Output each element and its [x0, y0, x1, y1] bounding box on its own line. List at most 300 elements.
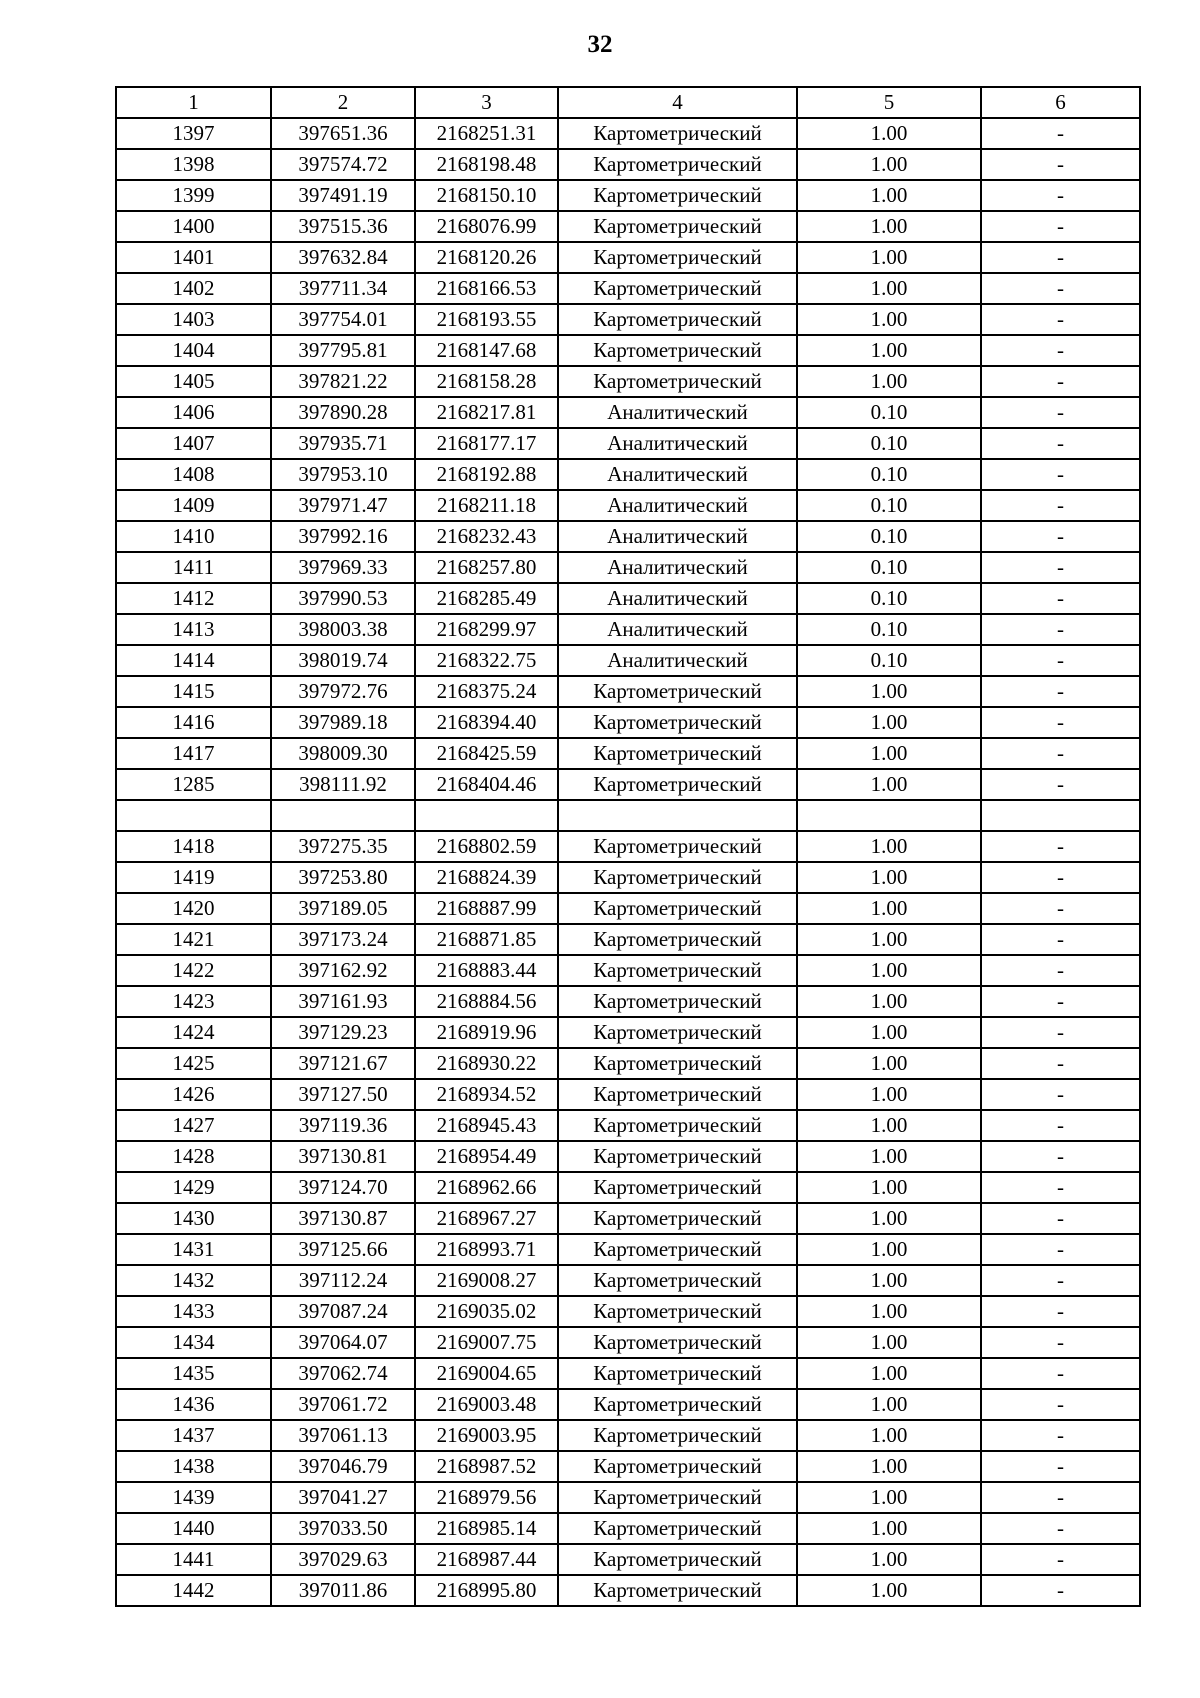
accuracy-cell: 1.00: [797, 831, 981, 862]
column-header: 3: [415, 87, 558, 118]
accuracy-cell: 1.00: [797, 1017, 981, 1048]
note-cell: -: [981, 769, 1140, 800]
table-row: [116, 1110, 1140, 1141]
point-number-cell: 1402: [116, 273, 271, 304]
y-coordinate-cell: 2168884.56: [415, 986, 558, 1017]
y-coordinate-cell: 2169003.48: [415, 1389, 558, 1420]
note-cell: -: [981, 1203, 1140, 1234]
accuracy-cell: 1.00: [797, 1358, 981, 1389]
point-number-cell: 1416: [116, 707, 271, 738]
point-number-cell: 1418: [116, 831, 271, 862]
x-coordinate-cell: 397795.81: [271, 335, 415, 366]
point-number-cell: 1424: [116, 1017, 271, 1048]
table-row: [116, 428, 1140, 459]
accuracy-cell: 1.00: [797, 1389, 981, 1420]
column-header: 4: [558, 87, 797, 118]
x-coordinate-cell: 397127.50: [271, 1079, 415, 1110]
accuracy-cell: 1.00: [797, 304, 981, 335]
accuracy-cell: 1.00: [797, 1420, 981, 1451]
note-cell: -: [981, 707, 1140, 738]
method-cell: Аналитический: [558, 428, 797, 459]
note-cell: -: [981, 1389, 1140, 1420]
table-row: [116, 242, 1140, 273]
table-row: [116, 1265, 1140, 1296]
x-coordinate-cell: 397989.18: [271, 707, 415, 738]
note-cell: -: [981, 1265, 1140, 1296]
point-number-cell: 1400: [116, 211, 271, 242]
accuracy-cell: 1.00: [797, 1110, 981, 1141]
x-coordinate-cell: 398111.92: [271, 769, 415, 800]
note-cell: -: [981, 459, 1140, 490]
note-cell: -: [981, 552, 1140, 583]
x-coordinate-cell: 397046.79: [271, 1451, 415, 1482]
x-coordinate-cell: 397651.36: [271, 118, 415, 149]
table-row: [116, 924, 1140, 955]
point-number-cell: 1441: [116, 1544, 271, 1575]
method-cell: Аналитический: [558, 490, 797, 521]
method-cell: Аналитический: [558, 614, 797, 645]
method-cell: Картометрический: [558, 707, 797, 738]
method-cell: Картометрический: [558, 304, 797, 335]
table-row: [116, 893, 1140, 924]
y-coordinate-cell: 2168211.18: [415, 490, 558, 521]
table-row: [116, 769, 1140, 800]
x-coordinate-cell: 397253.80: [271, 862, 415, 893]
method-cell: Картометрический: [558, 986, 797, 1017]
x-coordinate-cell: 397033.50: [271, 1513, 415, 1544]
note-cell: -: [981, 521, 1140, 552]
point-number-cell: 1415: [116, 676, 271, 707]
column-header: 5: [797, 87, 981, 118]
table-row: [116, 1172, 1140, 1203]
x-coordinate-cell: 397129.23: [271, 1017, 415, 1048]
x-coordinate-cell: 397041.27: [271, 1482, 415, 1513]
note-cell: -: [981, 583, 1140, 614]
coordinates-table: [115, 86, 1141, 1607]
x-coordinate-cell: 397161.93: [271, 986, 415, 1017]
y-coordinate-cell: 2168987.44: [415, 1544, 558, 1575]
note-cell: -: [981, 149, 1140, 180]
method-cell: Аналитический: [558, 583, 797, 614]
table-row: [116, 1017, 1140, 1048]
note-cell: -: [981, 304, 1140, 335]
x-coordinate-cell: 397515.36: [271, 211, 415, 242]
point-number-cell: 1435: [116, 1358, 271, 1389]
method-cell: Картометрический: [558, 1296, 797, 1327]
accuracy-cell: 1.00: [797, 242, 981, 273]
accuracy-cell: 1.00: [797, 924, 981, 955]
table-row: [116, 304, 1140, 335]
accuracy-cell: 1.00: [797, 149, 981, 180]
accuracy-cell: 1.00: [797, 1265, 981, 1296]
accuracy-cell: 1.00: [797, 1296, 981, 1327]
point-number-cell: 1407: [116, 428, 271, 459]
point-number-cell: 1436: [116, 1389, 271, 1420]
method-cell: Картометрический: [558, 676, 797, 707]
y-coordinate-cell: [415, 800, 558, 831]
note-cell: -: [981, 738, 1140, 769]
table-row: [116, 862, 1140, 893]
accuracy-cell: 1.00: [797, 211, 981, 242]
y-coordinate-cell: 2168158.28: [415, 366, 558, 397]
table-row: [116, 552, 1140, 583]
y-coordinate-cell: 2168871.85: [415, 924, 558, 955]
method-cell: Картометрический: [558, 180, 797, 211]
accuracy-cell: 1.00: [797, 366, 981, 397]
accuracy-cell: 0.10: [797, 428, 981, 459]
y-coordinate-cell: 2168177.17: [415, 428, 558, 459]
method-cell: Картометрический: [558, 1110, 797, 1141]
method-cell: Картометрический: [558, 1079, 797, 1110]
y-coordinate-cell: 2168375.24: [415, 676, 558, 707]
table-row: [116, 366, 1140, 397]
method-cell: Картометрический: [558, 1203, 797, 1234]
accuracy-cell: 0.10: [797, 614, 981, 645]
point-number-cell: 1399: [116, 180, 271, 211]
accuracy-cell: 1.00: [797, 1172, 981, 1203]
y-coordinate-cell: 2168076.99: [415, 211, 558, 242]
y-coordinate-cell: 2168166.53: [415, 273, 558, 304]
point-number-cell: 1420: [116, 893, 271, 924]
accuracy-cell: 0.10: [797, 490, 981, 521]
x-coordinate-cell: 397062.74: [271, 1358, 415, 1389]
table-row: [116, 1203, 1140, 1234]
x-coordinate-cell: 398003.38: [271, 614, 415, 645]
table-header-row: [116, 87, 1140, 118]
y-coordinate-cell: 2168883.44: [415, 955, 558, 986]
accuracy-cell: 1.00: [797, 1234, 981, 1265]
point-number-cell: 1398: [116, 149, 271, 180]
point-number-cell: 1422: [116, 955, 271, 986]
y-coordinate-cell: 2168299.97: [415, 614, 558, 645]
method-cell: Картометрический: [558, 831, 797, 862]
method-cell: Аналитический: [558, 397, 797, 428]
point-number-cell: 1425: [116, 1048, 271, 1079]
note-cell: -: [981, 1420, 1140, 1451]
accuracy-cell: 1.00: [797, 1482, 981, 1513]
table-row: [116, 1327, 1140, 1358]
point-number-cell: 1440: [116, 1513, 271, 1544]
x-coordinate-cell: [271, 800, 415, 831]
point-number-cell: 1437: [116, 1420, 271, 1451]
page-number: 32: [587, 31, 613, 58]
table-row: [116, 738, 1140, 769]
accuracy-cell: 1.00: [797, 707, 981, 738]
x-coordinate-cell: 397969.33: [271, 552, 415, 583]
x-coordinate-cell: 397632.84: [271, 242, 415, 273]
method-cell: Картометрический: [558, 738, 797, 769]
x-coordinate-cell: 397064.07: [271, 1327, 415, 1358]
y-coordinate-cell: 2168425.59: [415, 738, 558, 769]
method-cell: Картометрический: [558, 1358, 797, 1389]
point-number-cell: 1419: [116, 862, 271, 893]
table-row: [116, 149, 1140, 180]
y-coordinate-cell: 2168394.40: [415, 707, 558, 738]
x-coordinate-cell: 397061.72: [271, 1389, 415, 1420]
accuracy-cell: 1.00: [797, 1513, 981, 1544]
accuracy-cell: 1.00: [797, 1451, 981, 1482]
table-row: [116, 1048, 1140, 1079]
table-row: [116, 335, 1140, 366]
accuracy-cell: 1.00: [797, 335, 981, 366]
x-coordinate-cell: 397087.24: [271, 1296, 415, 1327]
accuracy-cell: 1.00: [797, 676, 981, 707]
note-cell: -: [981, 1017, 1140, 1048]
method-cell: Картометрический: [558, 1451, 797, 1482]
table-row: [116, 1482, 1140, 1513]
x-coordinate-cell: 397971.47: [271, 490, 415, 521]
table-row: [116, 986, 1140, 1017]
x-coordinate-cell: 397491.19: [271, 180, 415, 211]
table-body: [116, 87, 1140, 1606]
note-cell: -: [981, 986, 1140, 1017]
note-cell: -: [981, 1110, 1140, 1141]
point-number-cell: 1442: [116, 1575, 271, 1606]
y-coordinate-cell: 2168824.39: [415, 862, 558, 893]
y-coordinate-cell: 2168193.55: [415, 304, 558, 335]
method-cell: Картометрический: [558, 149, 797, 180]
y-coordinate-cell: 2168919.96: [415, 1017, 558, 1048]
method-cell: Картометрический: [558, 893, 797, 924]
y-coordinate-cell: 2168887.99: [415, 893, 558, 924]
x-coordinate-cell: 397992.16: [271, 521, 415, 552]
table-row: [116, 1513, 1140, 1544]
method-cell: Картометрический: [558, 924, 797, 955]
point-number-cell: 1429: [116, 1172, 271, 1203]
x-coordinate-cell: 397119.36: [271, 1110, 415, 1141]
table-row: [116, 1358, 1140, 1389]
x-coordinate-cell: 397574.72: [271, 149, 415, 180]
y-coordinate-cell: 2168322.75: [415, 645, 558, 676]
accuracy-cell: 1.00: [797, 986, 981, 1017]
note-cell: -: [981, 242, 1140, 273]
x-coordinate-cell: 397130.87: [271, 1203, 415, 1234]
note-cell: -: [981, 862, 1140, 893]
x-coordinate-cell: 397935.71: [271, 428, 415, 459]
method-cell: Картометрический: [558, 1327, 797, 1358]
y-coordinate-cell: 2168985.14: [415, 1513, 558, 1544]
y-coordinate-cell: 2168120.26: [415, 242, 558, 273]
x-coordinate-cell: 397275.35: [271, 831, 415, 862]
note-cell: -: [981, 1358, 1140, 1389]
note-cell: [981, 800, 1140, 831]
table-row: [116, 118, 1140, 149]
point-number-cell: 1406: [116, 397, 271, 428]
y-coordinate-cell: 2168993.71: [415, 1234, 558, 1265]
method-cell: Аналитический: [558, 459, 797, 490]
y-coordinate-cell: 2169008.27: [415, 1265, 558, 1296]
point-number-cell: 1405: [116, 366, 271, 397]
table-row: [116, 1141, 1140, 1172]
method-cell: Картометрический: [558, 862, 797, 893]
method-cell: Картометрический: [558, 118, 797, 149]
note-cell: -: [981, 924, 1140, 955]
table-row: [116, 1389, 1140, 1420]
accuracy-cell: 1.00: [797, 1327, 981, 1358]
accuracy-cell: 1.00: [797, 955, 981, 986]
y-coordinate-cell: 2168995.80: [415, 1575, 558, 1606]
x-coordinate-cell: 397953.10: [271, 459, 415, 490]
note-cell: -: [981, 893, 1140, 924]
point-number-cell: [116, 800, 271, 831]
y-coordinate-cell: 2169003.95: [415, 1420, 558, 1451]
x-coordinate-cell: 397029.63: [271, 1544, 415, 1575]
table-row: [116, 459, 1140, 490]
table-row: [116, 273, 1140, 304]
y-coordinate-cell: 2168257.80: [415, 552, 558, 583]
note-cell: -: [981, 645, 1140, 676]
y-coordinate-cell: 2168147.68: [415, 335, 558, 366]
y-coordinate-cell: 2168285.49: [415, 583, 558, 614]
accuracy-cell: 1.00: [797, 1048, 981, 1079]
y-coordinate-cell: 2168150.10: [415, 180, 558, 211]
column-header: 6: [981, 87, 1140, 118]
x-coordinate-cell: 398009.30: [271, 738, 415, 769]
note-cell: -: [981, 955, 1140, 986]
point-number-cell: 1423: [116, 986, 271, 1017]
method-cell: [558, 800, 797, 831]
table-row: [116, 397, 1140, 428]
note-cell: -: [981, 1482, 1140, 1513]
note-cell: -: [981, 1234, 1140, 1265]
x-coordinate-cell: 398019.74: [271, 645, 415, 676]
point-number-cell: 1428: [116, 1141, 271, 1172]
accuracy-cell: 1.00: [797, 1203, 981, 1234]
x-coordinate-cell: 397112.24: [271, 1265, 415, 1296]
method-cell: Картометрический: [558, 1389, 797, 1420]
note-cell: -: [981, 1544, 1140, 1575]
point-number-cell: 1427: [116, 1110, 271, 1141]
note-cell: -: [981, 1575, 1140, 1606]
table-row: [116, 800, 1140, 831]
point-number-cell: 1285: [116, 769, 271, 800]
accuracy-cell: 0.10: [797, 521, 981, 552]
method-cell: Картометрический: [558, 1234, 797, 1265]
accuracy-cell: 1.00: [797, 862, 981, 893]
accuracy-cell: 1.00: [797, 1079, 981, 1110]
note-cell: -: [981, 614, 1140, 645]
point-number-cell: 1432: [116, 1265, 271, 1296]
table-row: [116, 955, 1140, 986]
note-cell: -: [981, 1513, 1140, 1544]
note-cell: -: [981, 180, 1140, 211]
point-number-cell: 1439: [116, 1482, 271, 1513]
note-cell: -: [981, 273, 1140, 304]
x-coordinate-cell: 397711.34: [271, 273, 415, 304]
point-number-cell: 1409: [116, 490, 271, 521]
column-header: 1: [116, 87, 271, 118]
accuracy-cell: 1.00: [797, 118, 981, 149]
x-coordinate-cell: 397124.70: [271, 1172, 415, 1203]
table-row: [116, 831, 1140, 862]
method-cell: Картометрический: [558, 769, 797, 800]
point-number-cell: 1433: [116, 1296, 271, 1327]
point-number-cell: 1412: [116, 583, 271, 614]
note-cell: -: [981, 1141, 1140, 1172]
x-coordinate-cell: 397821.22: [271, 366, 415, 397]
table-row: [116, 1079, 1140, 1110]
point-number-cell: 1414: [116, 645, 271, 676]
point-number-cell: 1413: [116, 614, 271, 645]
note-cell: -: [981, 1451, 1140, 1482]
note-cell: -: [981, 397, 1140, 428]
y-coordinate-cell: 2169007.75: [415, 1327, 558, 1358]
point-number-cell: 1403: [116, 304, 271, 335]
table-row: [116, 521, 1140, 552]
column-header: 2: [271, 87, 415, 118]
note-cell: -: [981, 1296, 1140, 1327]
y-coordinate-cell: 2169004.65: [415, 1358, 558, 1389]
accuracy-cell: 0.10: [797, 583, 981, 614]
note-cell: -: [981, 1079, 1140, 1110]
point-number-cell: 1421: [116, 924, 271, 955]
note-cell: -: [981, 335, 1140, 366]
table-row: [116, 490, 1140, 521]
x-coordinate-cell: 397189.05: [271, 893, 415, 924]
note-cell: -: [981, 831, 1140, 862]
y-coordinate-cell: 2168934.52: [415, 1079, 558, 1110]
point-number-cell: 1408: [116, 459, 271, 490]
point-number-cell: 1434: [116, 1327, 271, 1358]
method-cell: Картометрический: [558, 1420, 797, 1451]
table-row: [116, 1544, 1140, 1575]
y-coordinate-cell: 2168930.22: [415, 1048, 558, 1079]
method-cell: Картометрический: [558, 211, 797, 242]
y-coordinate-cell: 2169035.02: [415, 1296, 558, 1327]
point-number-cell: 1426: [116, 1079, 271, 1110]
table-row: [116, 676, 1140, 707]
accuracy-cell: 1.00: [797, 1141, 981, 1172]
x-coordinate-cell: 397011.86: [271, 1575, 415, 1606]
accuracy-cell: 0.10: [797, 459, 981, 490]
y-coordinate-cell: 2168802.59: [415, 831, 558, 862]
note-cell: -: [981, 490, 1140, 521]
accuracy-cell: 1.00: [797, 180, 981, 211]
note-cell: -: [981, 1327, 1140, 1358]
x-coordinate-cell: 397754.01: [271, 304, 415, 335]
x-coordinate-cell: 397121.67: [271, 1048, 415, 1079]
accuracy-cell: 1.00: [797, 273, 981, 304]
table-row: [116, 645, 1140, 676]
y-coordinate-cell: 2168954.49: [415, 1141, 558, 1172]
method-cell: Картометрический: [558, 1048, 797, 1079]
x-coordinate-cell: 397990.53: [271, 583, 415, 614]
y-coordinate-cell: 2168198.48: [415, 149, 558, 180]
point-number-cell: 1430: [116, 1203, 271, 1234]
y-coordinate-cell: 2168945.43: [415, 1110, 558, 1141]
x-coordinate-cell: 397130.81: [271, 1141, 415, 1172]
note-cell: -: [981, 1048, 1140, 1079]
method-cell: Картометрический: [558, 1544, 797, 1575]
x-coordinate-cell: 397061.13: [271, 1420, 415, 1451]
y-coordinate-cell: 2168987.52: [415, 1451, 558, 1482]
y-coordinate-cell: 2168251.31: [415, 118, 558, 149]
table-row: [116, 1420, 1140, 1451]
point-number-cell: 1404: [116, 335, 271, 366]
y-coordinate-cell: 2168404.46: [415, 769, 558, 800]
point-number-cell: 1397: [116, 118, 271, 149]
x-coordinate-cell: 397890.28: [271, 397, 415, 428]
table-row: [116, 1575, 1140, 1606]
method-cell: Картометрический: [558, 1172, 797, 1203]
table-row: [116, 180, 1140, 211]
note-cell: -: [981, 211, 1140, 242]
point-number-cell: 1401: [116, 242, 271, 273]
y-coordinate-cell: 2168962.66: [415, 1172, 558, 1203]
table-row: [116, 1296, 1140, 1327]
table-row: [116, 1451, 1140, 1482]
method-cell: Аналитический: [558, 645, 797, 676]
